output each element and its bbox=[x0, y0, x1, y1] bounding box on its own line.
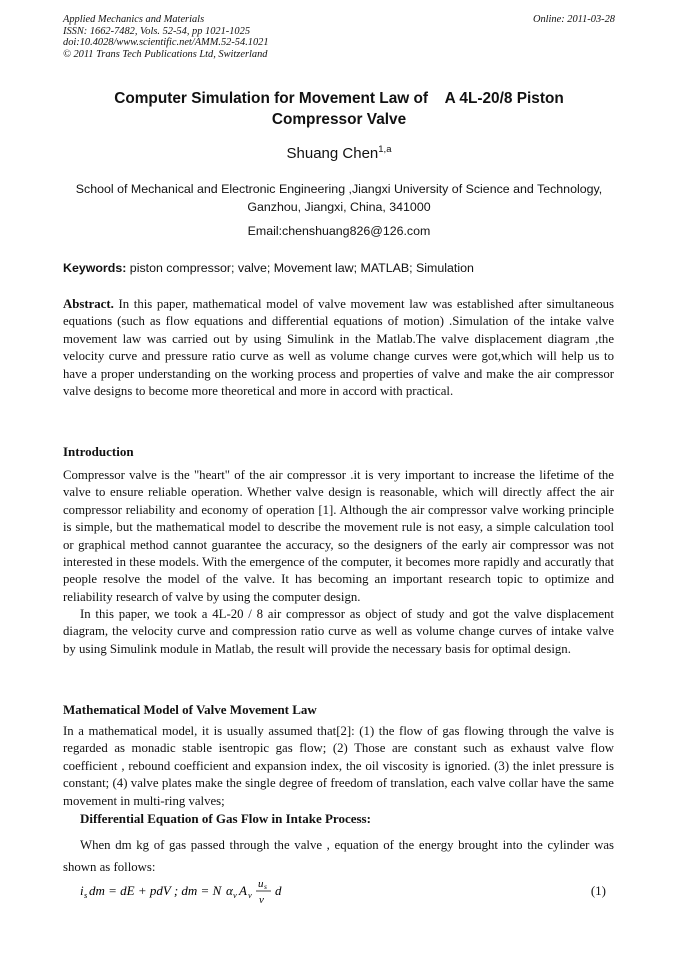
title-line-2: Compressor Valve bbox=[271, 111, 407, 128]
equation-1 bbox=[80, 876, 614, 910]
abstract-label: Abstract. bbox=[63, 297, 114, 311]
issn-line: ISSN: 1662-7482, Vols. 52-54, pp 1021-1025 bbox=[63, 25, 251, 37]
eq-A: A bbox=[239, 883, 247, 898]
keywords-label: Keywords: bbox=[63, 261, 127, 275]
eq-s-subscript: s bbox=[84, 890, 88, 900]
eq-tail: d bbox=[275, 883, 282, 898]
affiliation bbox=[72, 180, 606, 216]
keywords-text: piston compressor; valve; Movement law; MATLAB; Simulation bbox=[126, 261, 474, 275]
eq-i: i bbox=[80, 883, 84, 898]
author-name: Shuang Chen bbox=[286, 145, 379, 162]
journal-name: Applied Mechanics and Materials bbox=[63, 14, 205, 25]
eq-frac-denominator: v bbox=[259, 894, 264, 906]
model-paragraph-1: In a mathematical model, it is usually assumed that[2]: (1) the flow of gas flowing through the valve is regarded as monadic stable isentropic gas flow; (2) Those are constant such as exhaust valve flow coefficient , rebound coefficient and expansion index, the oil viscosity is ignoried. (3) the inlet pressure is constant; (4) valve plates make the single degree of freedom of translation, each valve collar have the same movement in multi-ring valves; bbox=[63, 724, 614, 808]
eq-alpha: α bbox=[226, 883, 233, 898]
abstract bbox=[63, 296, 614, 400]
introduction-paragraph-1: Compressor valve is the "heart" of the air compressor .it is very important to increase the lifetime of the valve to ensure reliable operation. Whether valve design is reasonable, which will directly affect the air compressor reliability and economy of operation [1]. Although the air compressor valve working principle is simple, but the mathematical model to describe the movement rule is not easy, a simple calculation tool or graphical method cannot guarantee the accuracy, so the designers of the early air compressor was not interested in these models. With the emergence of the computer, it becomes more rapidly and accuratly that people resolve the model of the valve. It has becoming an important research topic to optimize and reliability research of valve by using the computer design. bbox=[63, 468, 614, 604]
affiliation-line-2: Ganzhou, Jiangxi, China, 341000 bbox=[247, 200, 431, 214]
online-date: Online: 2011-03-28 bbox=[532, 14, 615, 25]
author-email: Email:chenshuang826@126.com bbox=[247, 224, 431, 238]
eq-alpha-subscript: v bbox=[233, 890, 237, 900]
subsection-heading: Differential Equation of Gas Flow in Intake Process: bbox=[80, 811, 371, 826]
affiliation-line-1: School of Mechanical and Electronic Engineering ,Jiangxi University of Science and Technology, bbox=[75, 182, 603, 196]
keywords bbox=[63, 261, 615, 275]
equation-formula bbox=[80, 876, 310, 910]
title-line-1: Computer Simulation for Movement Law of A 4L-20/8 Piston bbox=[114, 90, 564, 107]
doi-line: doi:10.4028/www.scientific.net/AMM.52-54.1021 bbox=[63, 37, 269, 49]
section-heading-introduction: Introduction bbox=[63, 444, 134, 459]
section-heading-model: Mathematical Model of Valve Movement Law bbox=[63, 702, 317, 717]
equation-number: (1) bbox=[590, 883, 606, 898]
eq-A-subscript: v bbox=[248, 890, 252, 900]
eq-frac-num-subscript: s bbox=[264, 882, 267, 891]
model-paragraph-2: When dm kg of gas passed through the valve , equation of the energy brought into the cylinder was shown as follows: bbox=[63, 838, 614, 874]
author-superscript: 1,a bbox=[378, 144, 392, 155]
copyright-line: © 2011 Trans Tech Publications Ltd, Switzerland bbox=[63, 48, 268, 60]
eq-frac-numerator: u bbox=[258, 878, 264, 890]
abstract-text: In this paper, mathematical model of valve movement law was established after simultaneous equations (such as flow equations and differential equations of motion) .Simulation of the intake valve movement law was carried out by using Simulink in the Matlab.The valve displacement diagram ,the velocity curve and pressure ratio curve as well as volume change curves were got,which will help us to have a proper understanding on the working process and properties of valve and make the air compressor valve designs to become more theoretical and more in accord with practical. bbox=[63, 297, 614, 399]
introduction-paragraph-2: In this paper, we took a 4L-20 / 8 air compressor as object of study and got the valve displacement diagram, the velocity curve and compression ratio curve as well as volume change curves of intake valve by using Simulink module in Matlab, the result will provide the necessary basis for optimal design. bbox=[63, 607, 614, 656]
paper-title bbox=[63, 88, 615, 130]
eq-body: dm = dE + pdV ; dm = N bbox=[89, 883, 222, 898]
author bbox=[63, 144, 615, 162]
journal-header bbox=[63, 14, 393, 60]
